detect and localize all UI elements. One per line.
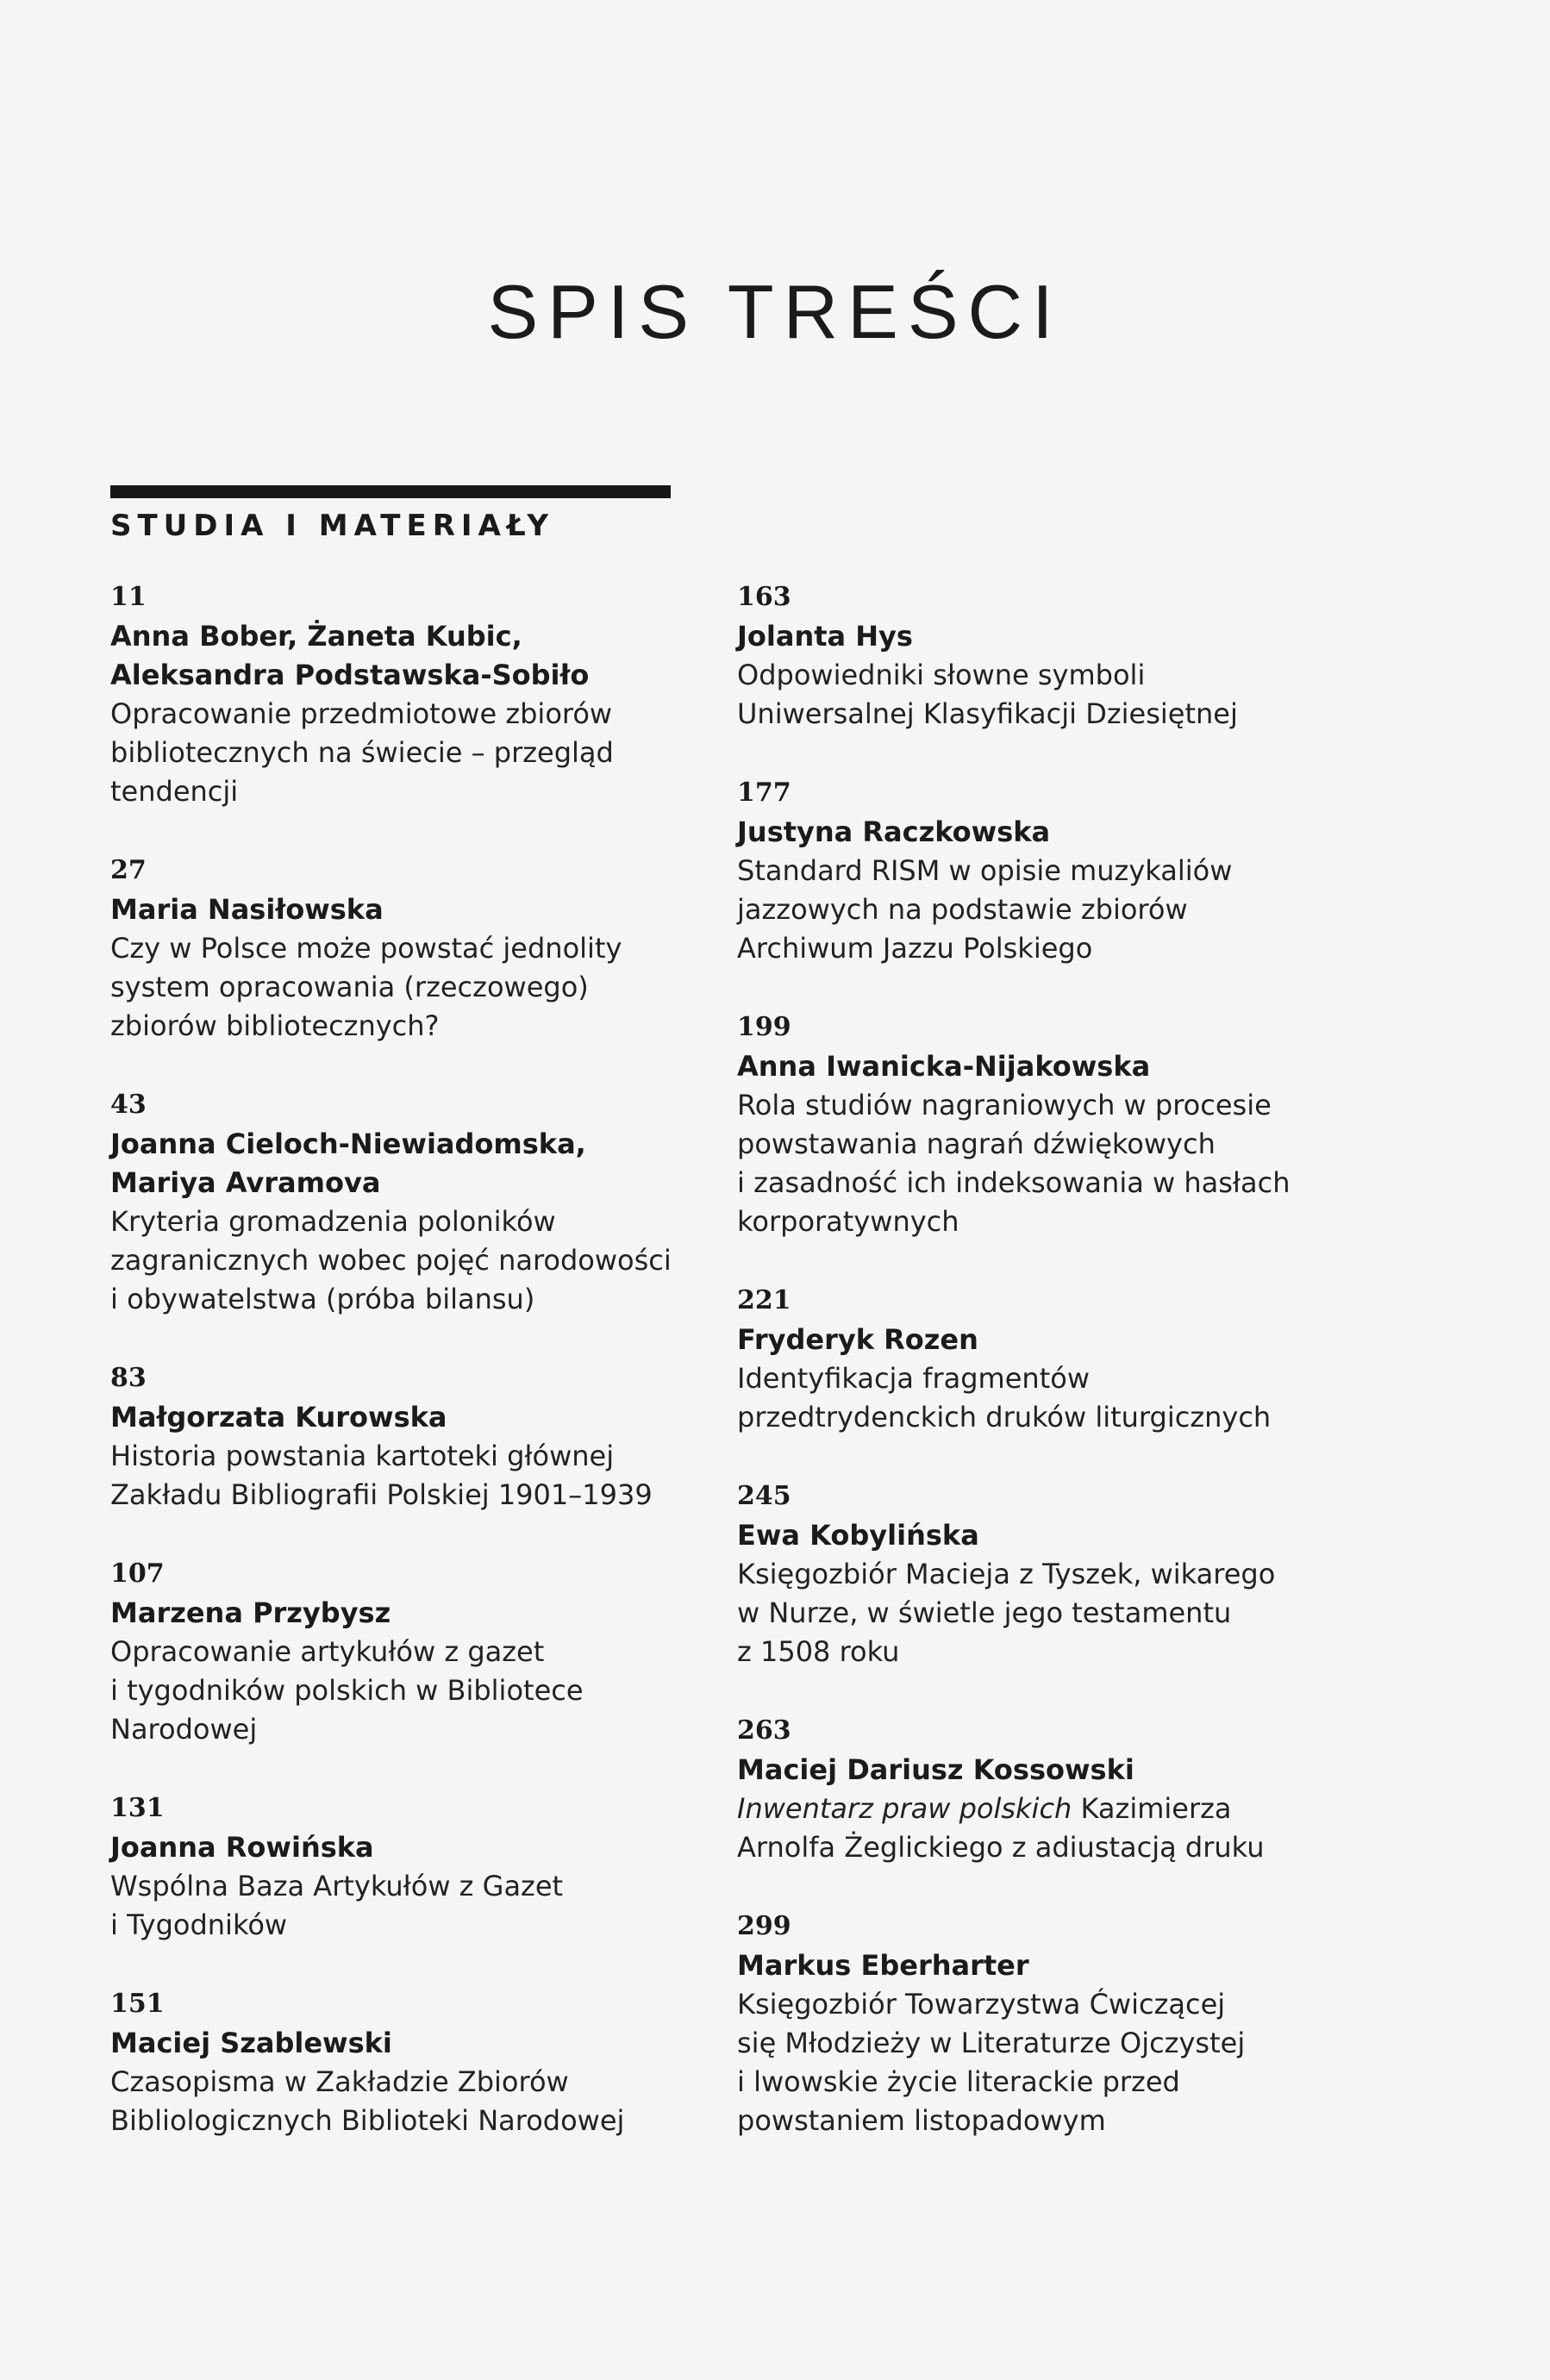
section-heading: STUDIA I MATERIAŁY	[110, 509, 555, 543]
article-title-line: Rola studiów nagraniowych w procesie	[737, 1089, 1272, 1121]
author-name: Fryderyk Rozen	[737, 1323, 978, 1356]
toc-entry[interactable]	[110, 1554, 705, 1749]
author-name: Markus Eberharter	[737, 1949, 1029, 1982]
toc-left-column	[110, 578, 705, 2140]
article-title-line: powstawania nagrań dźwiękowych	[737, 1128, 1216, 1160]
article-title-line: zbiorów bibliotecznych?	[110, 1009, 440, 1042]
author-name: Maria Nasiłowska	[110, 893, 384, 926]
article-title-line: zagranicznych wobec pojęć narodowości	[110, 1244, 672, 1277]
page-number: 131	[110, 1793, 165, 1823]
toc-entry[interactable]	[110, 1789, 705, 1945]
article-title-line: powstaniem listopadowym	[737, 2104, 1106, 2137]
article-title-line: Standard RISM w opisie muzykaliów	[737, 854, 1233, 887]
article-title-line: i tygodników polskich w Bibliotece	[110, 1674, 584, 1707]
article-title-line: korporatywnych	[737, 1205, 959, 1238]
page-number: 263	[737, 1715, 791, 1746]
toc-entry[interactable]	[737, 1907, 1358, 2140]
article-title-line: Arnolfa Żeglickiego z adiustacją druku	[737, 1831, 1265, 1864]
page-number: 199	[737, 1012, 791, 1042]
article-title-rest: Kazimierza	[1072, 1792, 1232, 1825]
article-title-line: jazzowych na podstawie zbiorów	[737, 893, 1188, 926]
toc-entry[interactable]	[110, 1359, 705, 1515]
article-title-line: i lwowskie życie literackie przed	[737, 2065, 1180, 2098]
page-title: SPIS TREŚCI	[487, 269, 1063, 354]
article-title-line: Bibliologicznych Biblioteki Narodowej	[110, 2104, 625, 2137]
page-number: 11	[110, 582, 147, 612]
author-name: Mariya Avramova	[110, 1166, 381, 1199]
article-title-line: Opracowanie artykułów z gazet	[110, 1635, 545, 1668]
toc-entry[interactable]	[737, 1477, 1358, 1671]
toc-entry[interactable]	[737, 1711, 1358, 1867]
article-title-line: w Nurze, w świetle jego testamentu	[737, 1596, 1232, 1629]
article-title-line: Odpowiedniki słowne symboli	[737, 659, 1146, 691]
article-title-line: się Młodzieży w Literaturze Ojczystej	[737, 2027, 1246, 2059]
article-title-line: system opracowania (rzeczowego)	[110, 971, 589, 1003]
toc-entry[interactable]	[737, 773, 1358, 968]
author-name: Anna Iwanicka-Nijakowska	[737, 1050, 1151, 1083]
page-number: 163	[737, 582, 791, 612]
article-title-line: Uniwersalnej Klasyfikacji Dziesiętnej	[737, 697, 1238, 730]
author-name: Maciej Szablewski	[110, 2027, 392, 2059]
author-name: Joanna Cieloch-Niewiadomska,	[110, 1128, 586, 1160]
toc-entry[interactable]	[110, 1984, 705, 2140]
page-number: 43	[110, 1090, 147, 1120]
toc-entry[interactable]	[737, 1008, 1358, 1241]
page-number: 245	[737, 1481, 791, 1511]
toc-entry[interactable]	[737, 578, 1358, 734]
article-title-line: Czasopisma w Zakładzie Zbiorów	[110, 2065, 569, 2098]
article-title-line: i zasadność ich indeksowania w hasłach	[737, 1166, 1291, 1199]
article-title-line: Wspólna Baza Artykułów z Gazet	[110, 1870, 564, 1902]
article-title-line: i obywatelstwa (próba bilansu)	[110, 1283, 535, 1315]
author-name: Joanna Rowińska	[110, 1831, 374, 1864]
article-title-line: Księgozbiór Towarzystwa Ćwiczącej	[737, 1988, 1226, 2021]
author-name: Aleksandra Podstawska-Sobiło	[110, 659, 590, 691]
toc-entry[interactable]	[110, 578, 705, 811]
article-title-line: Narodowej	[110, 1713, 258, 1746]
page-number: 221	[737, 1285, 791, 1315]
toc-entry[interactable]	[737, 1281, 1358, 1437]
article-title-line: Opracowanie przedmiotowe zbiorów	[110, 697, 613, 730]
article-title-line: Kryteria gromadzenia poloników	[110, 1205, 556, 1238]
article-title-line: Zakładu Bibliografii Polskiej 1901–1939	[110, 1478, 653, 1511]
article-title-line: bibliotecznych na świecie – przegląd	[110, 736, 614, 769]
toc-entry[interactable]	[110, 851, 705, 1046]
article-title-line	[737, 1790, 1358, 1828]
page-number: 27	[110, 855, 147, 885]
author-name: Małgorzata Kurowska	[110, 1401, 447, 1434]
article-title-line: i Tygodników	[110, 1908, 288, 1941]
section-rule	[110, 485, 671, 498]
author-name: Marzena Przybysz	[110, 1596, 391, 1629]
author-name: Ewa Kobylińska	[737, 1519, 979, 1552]
article-title-line: Archiwum Jazzu Polskiego	[737, 932, 1093, 965]
article-title-line: tendencji	[110, 775, 239, 808]
article-title-line: Historia powstania kartoteki głównej	[110, 1440, 615, 1472]
page-number: 83	[110, 1363, 147, 1393]
article-title-line: Księgozbiór Macieja z Tyszek, wikarego	[737, 1558, 1276, 1590]
author-name: Maciej Dariusz Kossowski	[737, 1753, 1134, 1786]
article-title-line: Identyfikacja fragmentów	[737, 1362, 1090, 1395]
page-number: 299	[737, 1911, 791, 1941]
page-number: 107	[110, 1559, 165, 1589]
author-name: Justyna Raczkowska	[737, 815, 1051, 848]
author-name: Jolanta Hys	[737, 620, 913, 653]
author-name: Anna Bober, Żaneta Kubic,	[110, 620, 522, 653]
article-title-line: z 1508 roku	[737, 1635, 900, 1668]
article-title-line: Czy w Polsce może powstać jednolity	[110, 932, 622, 965]
page-number: 177	[737, 778, 791, 808]
article-title-italic: Inwentarz praw polskich	[737, 1792, 1072, 1825]
page-number: 151	[110, 1989, 165, 2019]
toc-right-column	[737, 578, 1358, 2140]
article-title-line: przedtrydenckich druków liturgicznych	[737, 1401, 1272, 1434]
toc-entry[interactable]	[110, 1085, 705, 1319]
